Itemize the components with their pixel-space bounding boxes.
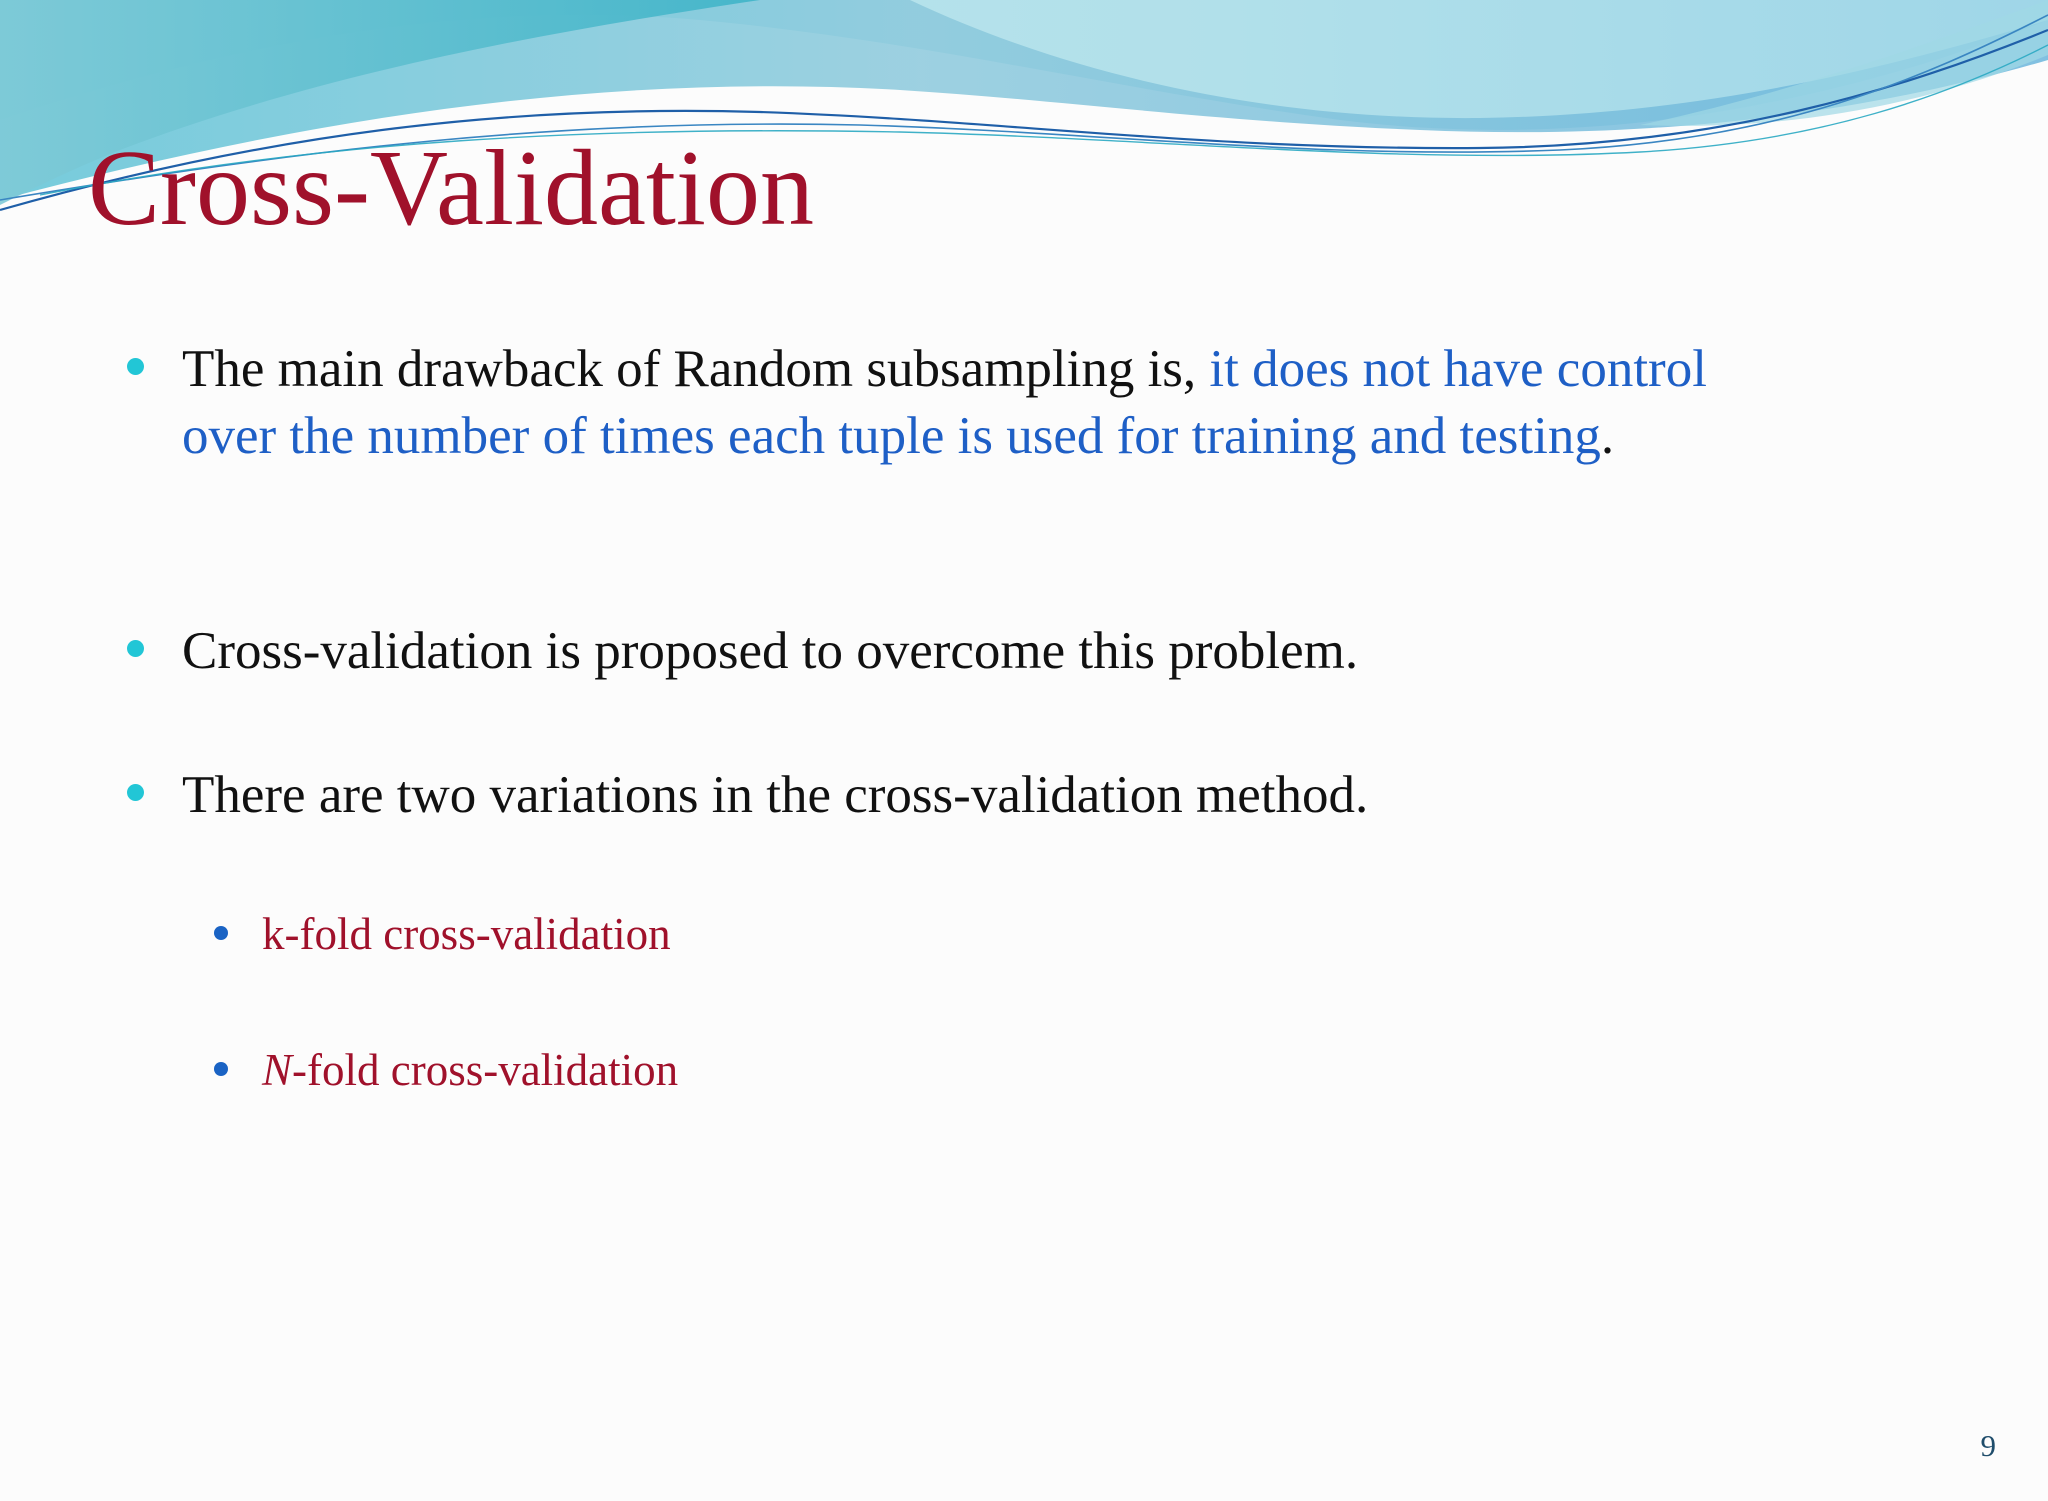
sub-bullet-k-fold (262, 906, 671, 962)
page-number: 9 (1980, 1428, 1996, 1463)
bullet-variations (182, 762, 1722, 829)
bullet-dot (127, 358, 144, 375)
bullet-text: There are two variations in the cross-validation method. (182, 766, 1369, 824)
sub-bullet-dot (214, 1062, 228, 1076)
sub-bullet-dot (214, 926, 228, 940)
bullet-cross-validation-proposal (182, 618, 1722, 685)
sub-bullet-text: k-fold cross-validation (262, 909, 671, 959)
bullet-text-period: . (1600, 407, 1615, 465)
bullet-dot (127, 784, 144, 801)
bullet-text-highlight: it does not have control over the number of times each tuple is used for training and testing (182, 340, 1707, 465)
bullet-dot (127, 640, 144, 657)
sub-bullet-n-fold (262, 1042, 678, 1098)
bullet-text-plain: The main drawback of Random subsampling is, (182, 340, 1210, 398)
bullet-drawback (182, 336, 1722, 470)
sub-bullet-text: -fold cross-validation (292, 1045, 679, 1095)
sub-bullet-prefix: N (262, 1045, 293, 1095)
bullet-text: Cross-validation is proposed to overcome this problem. (182, 622, 1359, 680)
slide-title: Cross-Validation (88, 129, 814, 248)
